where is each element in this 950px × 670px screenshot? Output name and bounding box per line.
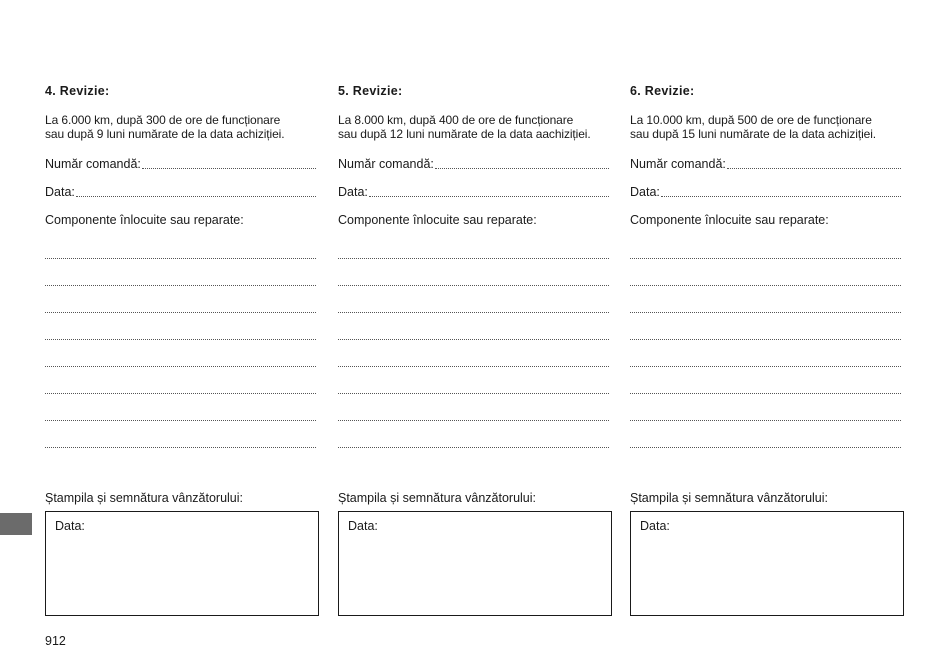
- component-line[interactable]: [45, 367, 316, 394]
- component-line[interactable]: [338, 313, 609, 340]
- component-line[interactable]: [45, 259, 316, 286]
- revision-column-5: [338, 84, 613, 448]
- component-line[interactable]: [45, 421, 316, 448]
- revision-title: 4. Revizie:: [45, 84, 110, 98]
- description-line-2: sau după 12 luni numărate de la data aachiziției.: [338, 127, 591, 141]
- date-label: Data:: [338, 185, 368, 199]
- page-number: 912: [45, 634, 66, 648]
- date-label: Data:: [630, 185, 660, 199]
- component-line[interactable]: [45, 286, 316, 313]
- component-line[interactable]: [338, 232, 609, 259]
- revision-column-4: [45, 84, 320, 448]
- stamp-label: Ștampila și semnătura vânzătorului:: [338, 491, 537, 505]
- component-line[interactable]: [338, 421, 609, 448]
- stamp-box[interactable]: [630, 511, 904, 616]
- component-line[interactable]: [630, 421, 901, 448]
- order-number-field[interactable]: [338, 156, 613, 171]
- order-number-label: Număr comandă:: [630, 157, 726, 171]
- revision-title: 6. Revizie:: [630, 84, 695, 98]
- order-number-field[interactable]: [630, 156, 905, 171]
- chapter-thumb-tab: [0, 513, 32, 535]
- component-line[interactable]: [630, 232, 901, 259]
- order-number-dotted-line: [142, 168, 316, 169]
- date-field[interactable]: [630, 184, 905, 199]
- revision-description: [338, 113, 613, 141]
- order-number-label: Număr comandă:: [45, 157, 141, 171]
- revision-description: [630, 113, 905, 141]
- component-line[interactable]: [338, 259, 609, 286]
- components-lines[interactable]: [338, 232, 613, 448]
- description-line-2: sau după 15 luni numărate de la data achiziției.: [630, 127, 877, 141]
- components-label: Componente înlocuite sau reparate:: [630, 213, 829, 227]
- date-field[interactable]: [45, 184, 320, 199]
- component-line[interactable]: [338, 394, 609, 421]
- component-line[interactable]: [630, 286, 901, 313]
- description-line-2: sau după 9 luni numărate de la data achiziției.: [45, 127, 285, 141]
- description-line-1: La 8.000 km, după 400 de ore de funcționare: [338, 113, 574, 127]
- component-line[interactable]: [630, 313, 901, 340]
- component-line[interactable]: [45, 313, 316, 340]
- stamp-date-label: Data:: [640, 519, 670, 533]
- order-number-field[interactable]: [45, 156, 320, 171]
- date-dotted-line: [369, 196, 609, 197]
- revision-description: [45, 113, 320, 141]
- stamp-date-label: Data:: [55, 519, 85, 533]
- stamp-box[interactable]: [45, 511, 319, 616]
- component-line[interactable]: [45, 340, 316, 367]
- component-line[interactable]: [338, 286, 609, 313]
- order-number-dotted-line: [727, 168, 901, 169]
- component-line[interactable]: [630, 367, 901, 394]
- components-lines[interactable]: [45, 232, 320, 448]
- component-line[interactable]: [630, 394, 901, 421]
- component-line[interactable]: [338, 340, 609, 367]
- date-field[interactable]: [338, 184, 613, 199]
- component-line[interactable]: [630, 259, 901, 286]
- component-line[interactable]: [630, 340, 901, 367]
- revision-column-6: [630, 84, 905, 448]
- date-label: Data:: [45, 185, 75, 199]
- components-label: Componente înlocuite sau reparate:: [45, 213, 244, 227]
- revision-title: 5. Revizie:: [338, 84, 403, 98]
- stamp-label: Ștampila și semnătura vânzătorului:: [45, 491, 244, 505]
- date-dotted-line: [76, 196, 316, 197]
- stamp-box[interactable]: [338, 511, 612, 616]
- component-line[interactable]: [45, 232, 316, 259]
- components-label: Componente înlocuite sau reparate:: [338, 213, 537, 227]
- description-line-1: La 10.000 km, după 500 de ore de funcționare: [630, 113, 872, 127]
- stamp-date-label: Data:: [348, 519, 378, 533]
- date-dotted-line: [661, 196, 901, 197]
- order-number-dotted-line: [435, 168, 609, 169]
- component-line[interactable]: [338, 367, 609, 394]
- order-number-label: Număr comandă:: [338, 157, 434, 171]
- description-line-1: La 6.000 km, după 300 de ore de funcționare: [45, 113, 281, 127]
- component-line[interactable]: [45, 394, 316, 421]
- stamp-label: Ștampila și semnătura vânzătorului:: [630, 491, 829, 505]
- components-lines[interactable]: [630, 232, 905, 448]
